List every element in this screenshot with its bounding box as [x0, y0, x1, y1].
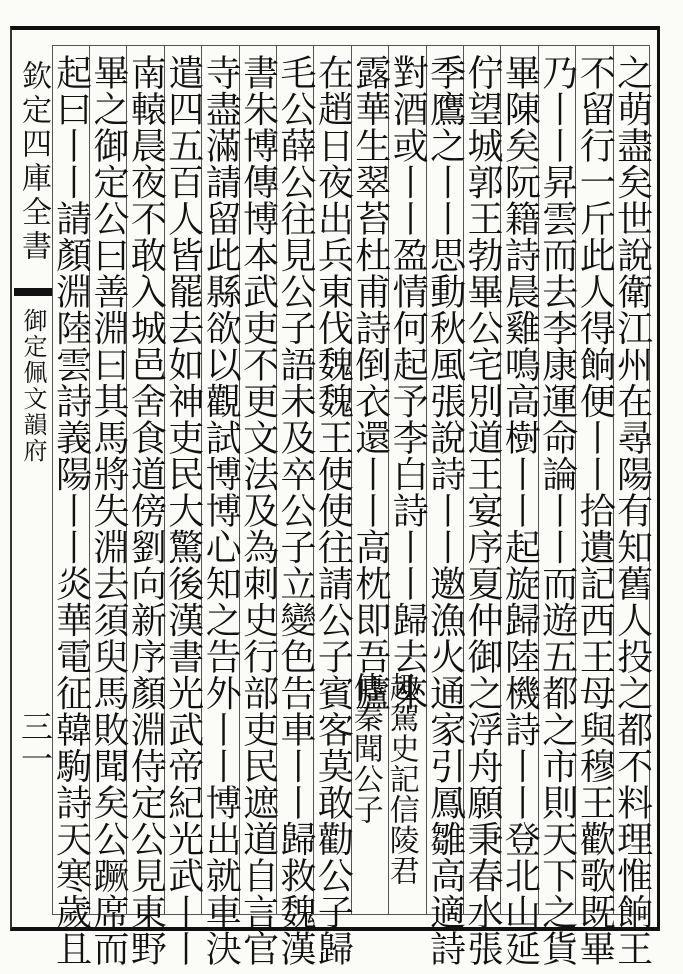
- text-column: 毛公薛公往見公子語未及卒公子立變色告車丨丨歸救魏漢: [275, 54, 316, 967]
- text-column: 對酒或丨丨盈情何起予李白詩丨丨歸去來: [387, 54, 429, 711]
- text-column: 露華生翠苔杜甫詩倒衣還丨丨高枕即吾廬: [349, 54, 391, 711]
- text-column: 季鷹之丨丨思動秋風張說詩丨丨邀漁火通家引鳳雛高適詩: [424, 54, 466, 967]
- text-column: 佇望城郭王勃畢公宅別道王宴序夏仲御之浮舟願秉春水張: [462, 54, 503, 967]
- fish-tail-mark: [14, 288, 52, 296]
- book-title: 欽定四庫全書: [16, 60, 51, 264]
- text-column: 南轅晨夜不敢入城邑舍食道傍劉向新序顏淵侍定公見東野: [125, 54, 167, 967]
- page-number: 三一: [16, 710, 54, 774]
- text-column: 畢陳矣阮籍詩晨雞鳴高樹丨丨起旋歸陸機詩丨丨登北山延: [499, 54, 541, 967]
- text-column: 畢之御定公曰善淵曰其馬將失淵去須臾馬敗聞矣公蹶席而: [88, 54, 129, 967]
- inserted-note: 趣駕史記信陵君傳秦聞公子: [347, 672, 419, 886]
- text-column: 之萌盡矣世說衛江州在尋陽有知舊人投之都不料理惟餉王: [611, 54, 653, 967]
- book-subtitle: 御定佩文韻府: [19, 308, 47, 464]
- page-margin-column: [14, 60, 54, 890]
- text-column: 起曰丨丨請顏淵陸雲詩義陽丨丨炎華電征韓駒詩天寒歲且: [50, 54, 92, 967]
- text-column: 不留行一斤此人得餉便丨丨拾遺記西王母與穆王歡歌既畢: [574, 54, 616, 967]
- text-column: 乃丨丨昇雲而去李康運命論丨丨而遊五都之市則天下之貨: [536, 54, 578, 967]
- text-column: 在趙日夜出兵東伐魏魏王使使往請公子賓客莫敢勸公子歸: [312, 54, 354, 967]
- text-column: 書朱博傳博本武吏不更文法及為刺史行部吏民遮道自言官: [237, 54, 279, 967]
- text-column: 寺盡滿請留此縣欲以觀試博博心知之告外丨丨博出就車決: [200, 54, 242, 967]
- text-column: 遣四五百人皆罷去如神吏民大驚後漢書光武帝紀光武丨丨: [162, 54, 204, 967]
